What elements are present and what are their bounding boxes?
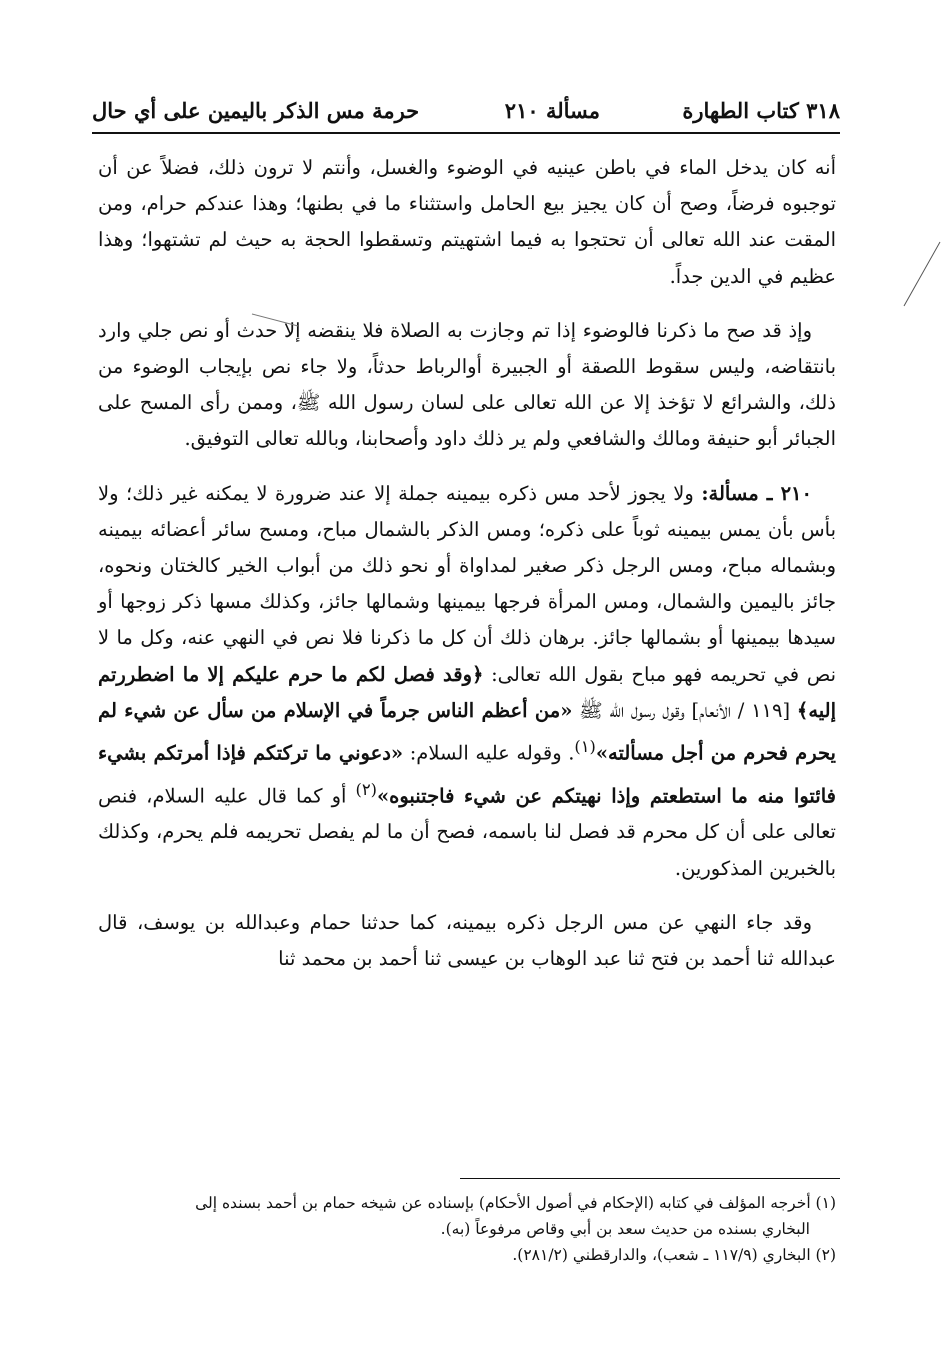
main-text [98,150,836,995]
paragraph-2: وإذ قد صح ما ذكرنا فالوضوء إذا تم وجازت به الصلاة فلا ينقضه إلا حدث أو نص جلي وارد بانتقاضه، وليس سقوط اللصقة أو الجبيرة أوالرباط حدثاً، ولا جاء نص بإيجاب الوضوء من ذلك، والشرائع لا تؤخذ إلا عن الله تعالى على لسان رسول الله ﷺ، وممن رأى المسح على الجبائر أبو حنيفة ومالك والشافعي ولم ير ذلك داود وأصحابنا، وبالله تعالى التوفيق. [98,318,836,451]
issue-text-a: ولا يجوز لأحد مس ذكره بيمينه جملة إلا عند ضرورة لا يمكنه غير ذلك؛ ولا بأس بأن يمس بيمينه ثوباً على ذكره؛ ومس الذكر بالشمال مباح، ومسح سائر أعضائه بيمينه وبشماله مباح، ومس الرجل ذكر صغير لمداواة أو نحو ذلك من أبواب الخير كالختان ونحوه، جائز باليمين والشمال، ومس المرأة فرجها بيمينها وشمالها جائز، وكذلك مسها ذكر زوجها أو سيدها بيمينها أو بشمالها جائز. برهان ذلك أن كل ما ذكرنا فلا نص في النهي عنه، وكل ما لا نص في تحريمه فهو مباح بقول الله تعالى: [98,481,837,686]
hadith-2: «دعوني ما تركتكم فإذا أمرتكم بشيء فائتوا منه ما استطعتم وإذا نهيتكم عن شيء فاجتنبوه» [98,741,836,808]
section-title: حرمة مس الذكر باليمين على أي حال [92,98,420,123]
paragraph-1: أنه كان يدخل الماء في باطن عينيه في الوضوء والغسل، وأنتم لا ترون ذلك، فضلاً عن أن توجبوه فرضاً، وصح أن كان يجيز بيع الحامل واستثناء ما في بطنها؛ وهذا عندكم حرام، ومن المقت عند الله تعالى أن تحتجوا به فيما اشتهيتم وتسقطوا الحجة به حيث لم تشتهوا؛ وهذا عظيم في الدين جداً. [98,156,836,288]
footnote-1-line-2: البخاري بسنده من حديث سعد بن أبي وقاص مرفوعاً (به). [440,1220,810,1238]
book-title: كتاب الطهارة [682,98,799,123]
page-number: ٣١٨ [806,98,840,123]
footnote-ref-2: (٢) [355,779,377,799]
issue-text-c: . وقوله عليه السلام: [409,741,575,765]
stray-pen-mark [250,312,300,328]
footnote-separator [460,1178,840,1179]
paragraph-4: وقد جاء النهي عن مس الرجل ذكره بيمينه، كما حدثنا حمام وعبدالله بن يوسف، قال عبدالله ثنا أحمد بن فتح ثنا عبد الوهاب بن عيسى ثنا أحمد بن محمد ثنا [98,910,836,971]
footnotes [98,1190,836,1268]
hadith-1: «من أعظم الناس جرماً في الإسلام من سأل عن شيء لم يحرم فحرم من أجل مسألته» [98,698,836,765]
issue-label: ٢١٠ ـ مسألة: [701,481,812,505]
issue-number: مسألة ٢١٠ [504,98,600,123]
margin-pen-mark [900,240,944,310]
running-header [92,96,840,134]
quran-verse: ﴿وقد فصل لكم ما حرم عليكم إلا ما اضطررتم إليه﴾ [98,662,837,722]
issue-text-d: أو كما قال عليه السلام، فنص تعالى على أن كل محرم قد فصل لنا باسمه، فصح أن ما لم يفصل تحريمه فلم يحرم، وكذلك بالخبرين المذكورين. [98,784,836,880]
footnote-1-line-1: (١) أخرجه المؤلف في كتابه (الإحكام في أصول الأحكام) بإسناده عن شيخه حمام بن أحمد بسنده إلى [195,1194,836,1212]
header-page-and-book [682,98,840,123]
paragraph-3 [98,476,836,887]
issue-text-b: [١١٩ / الأنعام] وقول رسول الله ﷺ [579,698,791,722]
footnote-2: (٢) البخاري (١١٧/٩ ـ شعب)، والدارقطني (٢٨١/٢). [512,1246,836,1264]
footnote-ref-1: (١) [574,737,596,757]
